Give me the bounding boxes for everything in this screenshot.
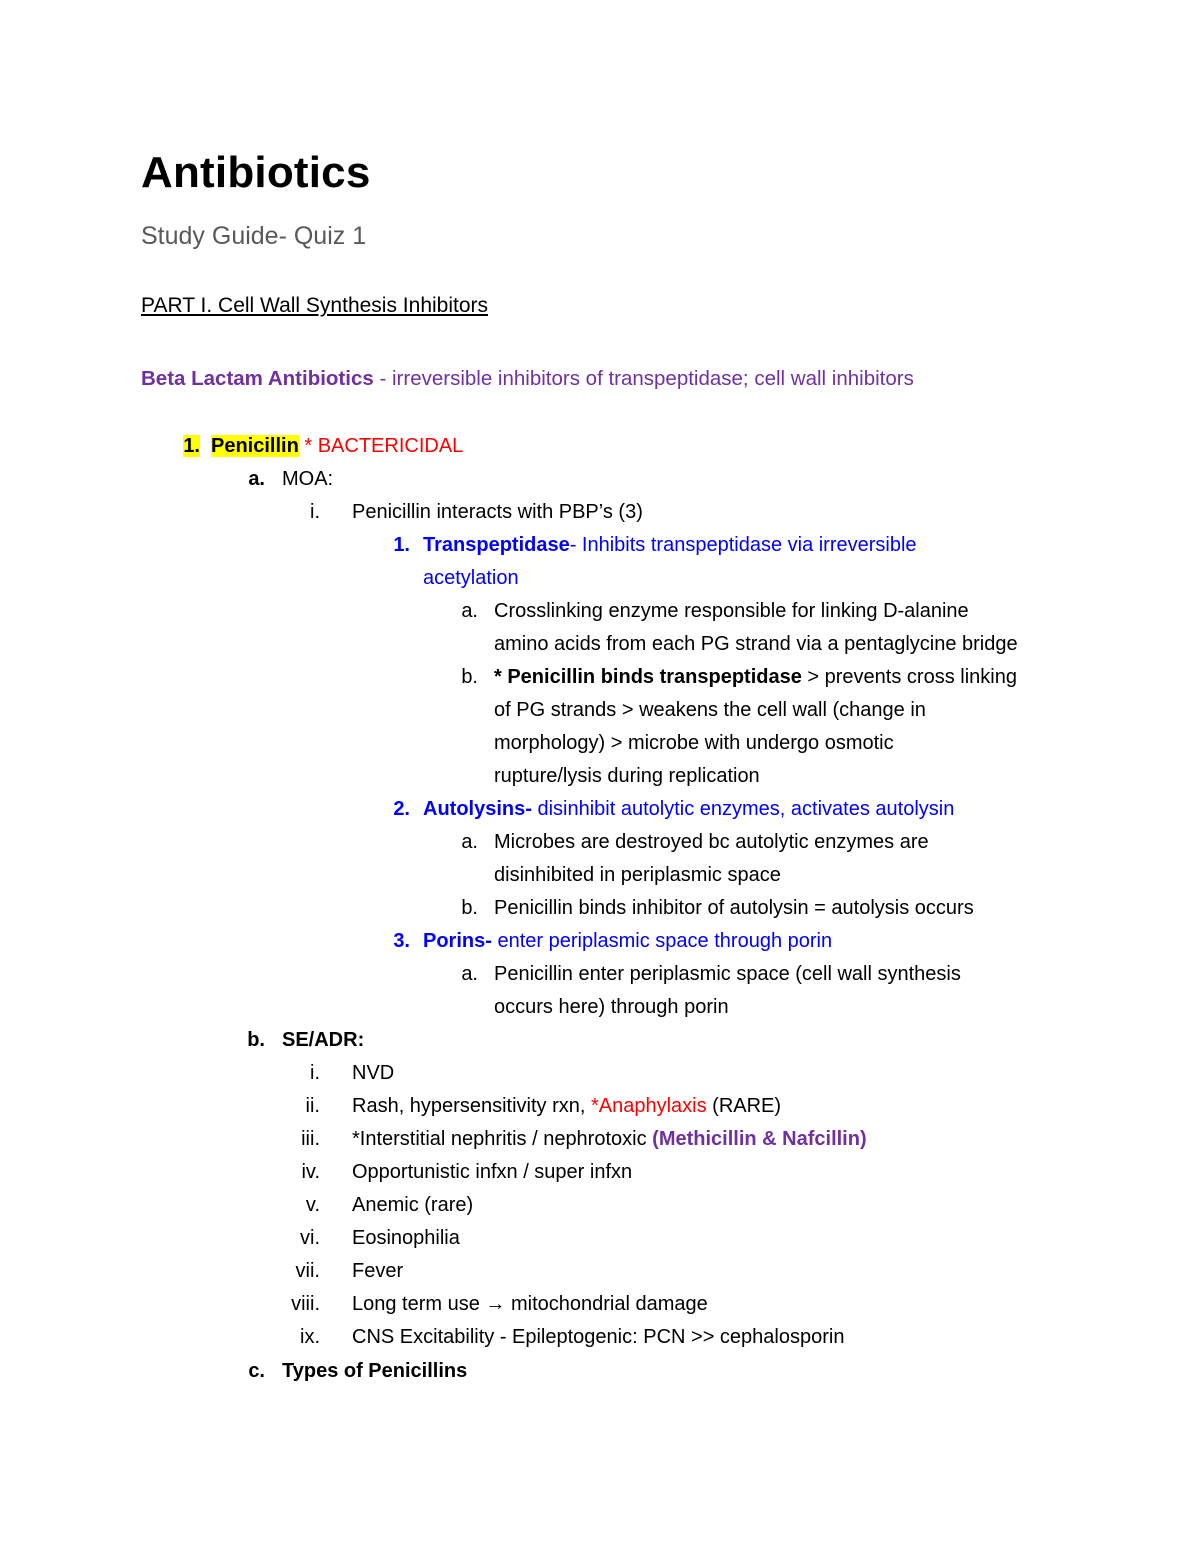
pbp2-desc: disinhibit autolytic enzymes, activates autolysin [531,798,955,820]
penicillin-marker: 1. [183,435,200,457]
types-label: Types of Penicillins [282,1360,468,1382]
se-item: NVD [352,1062,395,1084]
moa-label: MOA: [282,468,334,490]
se-item-marker: viii. [291,1293,320,1315]
pbp1-marker: 1. [393,534,410,556]
moa-i-marker: i. [310,501,320,523]
se-item-marker: ix. [300,1326,320,1348]
pbp1-line2: acetylation [423,567,519,589]
pbp1-b-line2: of PG strands > weakens the cell wall (change in [494,699,926,721]
section-heading [141,367,914,391]
pbp1-b-bold: * Penicillin binds transpeptidase [494,666,802,688]
pbp3-a-line2: occurs here) through porin [494,996,729,1018]
se-item-note: (RARE) [706,1095,782,1117]
se-item: Anemic (rare) [352,1194,474,1216]
se-item: CNS Excitability - Epileptogenic: PCN >> cephalosporin [352,1326,845,1348]
pbp2-b-line1: Penicillin binds inhibitor of autolysin = autolysis occurs [494,897,974,919]
pbp3-line1 [423,925,832,958]
se-item: Fever [352,1260,404,1282]
penicillin-name: Penicillin [211,435,299,457]
se-marker: b. [247,1029,265,1051]
pbp1-b-line3: morphology) > microbe with undergo osmotic [494,732,894,754]
pbp3-a-marker: a. [461,963,478,985]
moa-i-text: Penicillin interacts with PBP’s (3) [352,501,643,523]
se-item-marker: ii. [305,1095,320,1117]
section-name: Beta Lactam Antibiotics [141,367,374,390]
se-item-marker: v. [305,1194,320,1216]
pbp1-a-line1: Crosslinking enzyme responsible for linking D-alanine [494,600,969,622]
section-dash: - [373,367,392,390]
pbp1-line1 [423,529,917,562]
pbp2-marker: 2. [393,798,410,820]
moa-marker: a. [248,468,265,490]
pbp2-b-marker: b. [461,897,478,919]
bactericidal-tag: * BACTERICIDAL [298,435,464,457]
se-item-marker: iii. [301,1128,320,1150]
se-item-marker: iv. [301,1161,320,1183]
se-item-marker: vi. [300,1227,320,1249]
types-marker: c. [248,1360,265,1382]
se-item-marker: i. [310,1062,320,1084]
se-item-text: Rash, hypersensitivity rxn, [352,1095,591,1117]
se-item: Eosinophilia [352,1227,460,1249]
pbp1-b-line1 [494,661,1017,694]
part-heading: PART I. Cell Wall Synthesis Inhibitors [141,294,489,317]
se-item [352,1123,867,1156]
pbp1-b-line4: rupture/lysis during replication [494,765,760,787]
page-title: Antibiotics [141,148,371,197]
se-item: Long term use → mitochondrial damage [352,1293,708,1315]
pbp3-name: Porins- [423,930,492,952]
se-item-marker: vii. [295,1260,320,1282]
pbp1-b-rest: > prevents cross linking [801,666,1017,688]
section-description: irreversible inhibitors of transpeptidase; cell wall inhibitors [391,367,914,390]
se-item-text: *Interstitial nephritis / nephrotoxic [352,1128,653,1150]
se-item [352,1090,781,1123]
se-item: Opportunistic infxn / super infxn [352,1161,633,1183]
pbp2-a-line2: disinhibited in periplasmic space [494,864,781,886]
page-subtitle: Study Guide- Quiz 1 [141,222,367,250]
pbp3-desc: enter periplasmic space through porin [491,930,833,952]
pbp2-line1 [423,793,954,826]
pbp1-name: Transpeptidase [423,534,570,556]
pbp1-b-marker: b. [461,666,478,688]
pbp3-marker: 3. [393,930,410,952]
penicillin-heading [211,430,463,463]
methicillin-nafcillin-text: (Methicillin & Nafcillin) [652,1128,867,1150]
pbp2-a-line1: Microbes are destroyed bc autolytic enzymes are [494,831,929,853]
pbp2-a-marker: a. [461,831,478,853]
pbp1-a-marker: a. [461,600,478,622]
pbp2-name: Autolysins- [423,798,532,820]
pbp3-a-line1: Penicillin enter periplasmic space (cell wall synthesis [494,963,961,985]
pbp1-desc: - Inhibits transpeptidase via irreversible [569,534,917,556]
pbp1-a-line2: amino acids from each PG strand via a pentaglycine bridge [494,633,1018,655]
se-label: SE/ADR: [282,1029,365,1051]
anaphylaxis-text: *Anaphylaxis [590,1095,707,1117]
